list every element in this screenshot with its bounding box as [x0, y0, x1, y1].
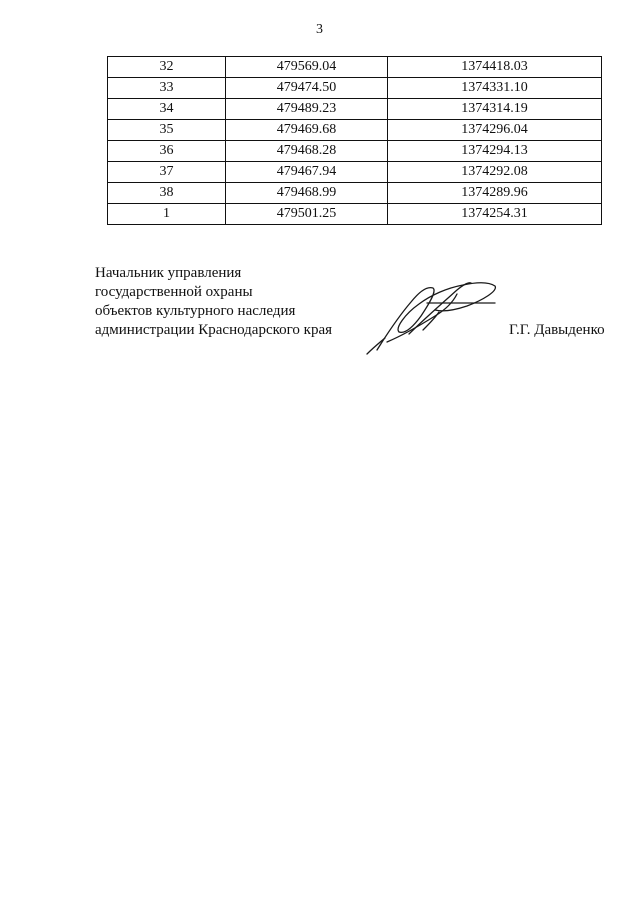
x-coordinate-cell: 479489.23 [226, 99, 388, 120]
x-coordinate-cell: 479501.25 [226, 204, 388, 225]
signer-title-line: государственной охраны [95, 284, 253, 300]
handwritten-signature [365, 272, 515, 357]
y-coordinate-cell: 1374289.96 [388, 183, 602, 204]
coordinates-table [107, 56, 602, 225]
y-coordinate-cell: 1374314.19 [388, 99, 602, 120]
x-coordinate-cell: 479474.50 [226, 78, 388, 99]
y-coordinate-cell: 1374331.10 [388, 78, 602, 99]
signer-title-line: Начальник управления [95, 265, 242, 281]
y-coordinate-cell: 1374292.08 [388, 162, 602, 183]
point-number-cell: 32 [108, 57, 226, 78]
page-number: 3 [316, 22, 323, 37]
point-number-cell: 34 [108, 99, 226, 120]
y-coordinate-cell: 1374254.31 [388, 204, 602, 225]
signer-name: Г.Г. Давыденко [509, 322, 605, 338]
x-coordinate-cell: 479468.28 [226, 141, 388, 162]
table-row [108, 162, 602, 183]
table-row [108, 183, 602, 204]
table-row [108, 99, 602, 120]
point-number-cell: 37 [108, 162, 226, 183]
signer-title [95, 264, 332, 340]
table-row [108, 78, 602, 99]
y-coordinate-cell: 1374296.04 [388, 120, 602, 141]
point-number-cell: 36 [108, 141, 226, 162]
signer-title-line: администрации Краснодарского края [95, 322, 333, 338]
table-row [108, 120, 602, 141]
point-number-cell: 1 [108, 204, 226, 225]
table-row [108, 57, 602, 78]
signer-title-line: объектов культурного наследия [95, 303, 296, 319]
x-coordinate-cell: 479467.94 [226, 162, 388, 183]
x-coordinate-cell: 479569.04 [226, 57, 388, 78]
y-coordinate-cell: 1374294.13 [388, 141, 602, 162]
point-number-cell: 35 [108, 120, 226, 141]
y-coordinate-cell: 1374418.03 [388, 57, 602, 78]
table-row [108, 141, 602, 162]
point-number-cell: 33 [108, 78, 226, 99]
point-number-cell: 38 [108, 183, 226, 204]
x-coordinate-cell: 479469.68 [226, 120, 388, 141]
table-row [108, 204, 602, 225]
x-coordinate-cell: 479468.99 [226, 183, 388, 204]
